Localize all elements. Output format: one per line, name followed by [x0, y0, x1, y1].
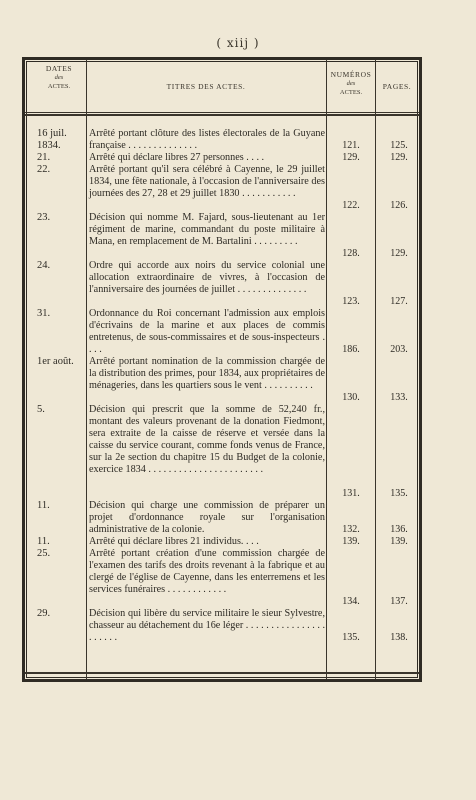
row-page: 136.: [390, 524, 408, 536]
header-numeros: [328, 70, 374, 116]
row-date: 16 juil. 1834.: [37, 128, 67, 151]
row-title: Décision qui nomme M. Fajard, sous-lieutenant au 1er régiment de marine, commandant du poste militaire à Mana, en remplacement de M. Bartalini . . . . . . . . .: [89, 212, 325, 247]
row-date: 22.: [37, 164, 51, 175]
row-date: 24.: [37, 260, 51, 271]
header-dates-line2: des: [54, 74, 64, 81]
row-act-number: 135.: [342, 632, 360, 644]
header-numeros-line3: ACTES.: [339, 89, 363, 96]
header-numeros-line1: NUMÉROS: [330, 70, 372, 79]
header-pages: [377, 82, 417, 128]
row-act-number: 123.: [342, 296, 360, 308]
row-title: Décision qui charge une commission de préparer un projet d'ordonnance royale sur l'organisation administrative de la colonie.: [89, 500, 325, 535]
header-titles-label: TITRES DES ACTES.: [166, 82, 246, 91]
row-title: Décision qui prescrit que la somme de 52,240 fr., montant des valeurs provenant de la donation Fiedmont, sera extraite de la caisse de réserve et versée dans la caisse du service courant, comme fonds venus de France, sur la 2e section du chapitre 15 du Budget de la colonie, exercice 1834 . . . . . . . . . . . . . . . . . . . . . . .: [89, 404, 325, 475]
row-page: 125.: [390, 140, 408, 152]
row-page: 203.: [390, 344, 408, 356]
row-page: 139.: [390, 536, 408, 548]
row-act-number: 121.: [342, 140, 360, 152]
page-number: ( xiij ): [216, 36, 260, 50]
row-act-number: 128.: [342, 248, 360, 260]
row-title: Arrêté portant clôture des listes électorales de la Guyane française . . . . . . . . . . . . . .: [89, 128, 325, 151]
table-row: [25, 152, 419, 164]
row-date: 23.: [37, 212, 51, 223]
table-row: [25, 536, 419, 548]
header-dates-line3: ACTES.: [47, 83, 71, 90]
table-row: [25, 212, 419, 260]
acts-table: [25, 128, 419, 644]
row-act-number: 139.: [342, 536, 360, 548]
row-date: 31.: [37, 308, 51, 319]
table-row: [25, 128, 419, 152]
row-title: Ordre qui accorde aux noirs du service colonial une allocation extraordinaire de vivres, à l'occasion de l'anniversaire des journées de juillet . . . . . . . . . . . . . .: [89, 260, 325, 295]
row-date: 11.: [37, 536, 50, 547]
table-row: [25, 608, 419, 644]
table-row: [25, 404, 419, 500]
row-page: 133.: [390, 392, 408, 404]
row-date: 11.: [37, 500, 50, 511]
row-act-number: 186.: [342, 344, 360, 356]
row-page: 135.: [390, 488, 408, 500]
table-row: [25, 308, 419, 356]
row-act-number: 131.: [342, 488, 360, 500]
header-dates-line1: DATES: [45, 64, 73, 73]
row-act-number: 122.: [342, 200, 360, 212]
row-act-number: 134.: [342, 596, 360, 608]
bottom-rule: [25, 672, 419, 674]
row-title: Décision qui libère du service militaire le sieur Sylvestre, chasseur au détachement du 16e léger . . . . . . . . . . . . . . . . . . . . . .: [89, 608, 325, 643]
row-act-number: 132.: [342, 524, 360, 536]
row-act-number: 130.: [342, 392, 360, 404]
table-row: [25, 164, 419, 212]
header-pages-label: PAGES.: [382, 82, 412, 91]
row-date: 1er août.: [37, 356, 74, 367]
header-titles: [90, 82, 322, 128]
table-row: [25, 356, 419, 404]
row-title: Arrêté portant création d'une commission chargée de l'examen des tarifs des droits revenant à la fabrique et au clergé de l'église de Cayenne, dans les enterremens et les services funéraires . . . . . . . . . . . .: [89, 548, 325, 595]
row-date: 5.: [37, 404, 45, 415]
row-title: Arrêté qui déclare libres 27 personnes . . . .: [89, 152, 265, 163]
row-page: 127.: [390, 296, 408, 308]
row-act-number: 129.: [342, 152, 360, 164]
row-page: 126.: [390, 200, 408, 212]
row-page: 129.: [390, 152, 408, 164]
row-date: 29.: [37, 608, 51, 619]
row-title: Arrêté portant nomination de la commission chargée de la distribution des primes, pour 1834, aux propriétaires de ménageries, dans les quartiers sous le vent . . . . . . . . . .: [89, 356, 325, 391]
row-page: 137.: [390, 596, 408, 608]
row-page: 138.: [390, 632, 408, 644]
row-date: 25.: [37, 548, 51, 559]
row-title: Ordonnance du Roi concernant l'admission aux emplois d'écrivains de la marine et aux places de commis entretenus, de sous-commissaires et de sous-inspecteurs . . . .: [89, 308, 325, 355]
header-dates: [36, 64, 82, 110]
row-page: 129.: [390, 248, 408, 260]
row-date: 21.: [37, 152, 51, 163]
table-row: [25, 500, 419, 536]
header-rule: [25, 112, 419, 116]
header-numeros-line2: des: [346, 80, 356, 87]
table-row: [25, 260, 419, 308]
table-row: [25, 548, 419, 608]
row-title: Arrêté qui déclare libres 21 individus. . . .: [89, 536, 259, 547]
row-title: Arrêté portant qu'il sera célébré à Cayenne, le 29 juillet 1834, une fête nationale, à l'occasion de l'anniversaire des journées des 27, 28 et 29 juillet 1830 . . . . . . . . . . .: [89, 164, 325, 199]
